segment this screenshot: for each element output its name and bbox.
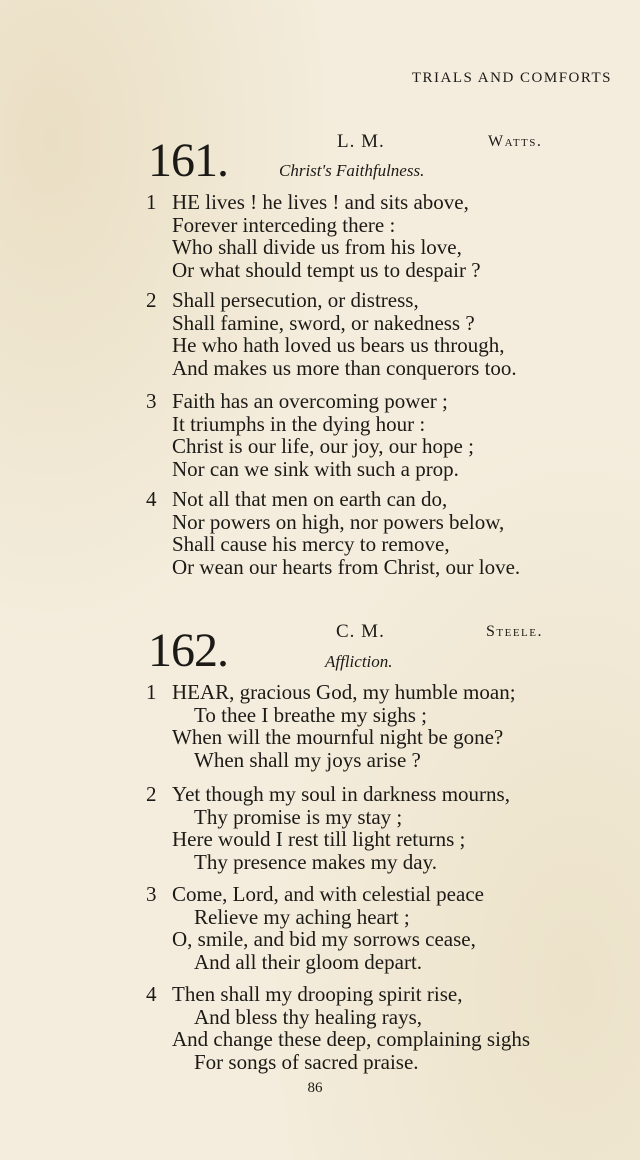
- verse-line: O, smile, and bid my sorrows cease,: [172, 927, 476, 952]
- verse-line: HEAR, gracious God, my humble moan;: [172, 680, 516, 704]
- verse-line: Come, Lord, and with celestial peace: [172, 882, 484, 906]
- verse-line: To thee I breathe my sighs ;: [194, 702, 427, 727]
- verse-line: It triumphs in the dying hour :: [172, 411, 426, 436]
- stanza-number: 3: [146, 389, 157, 413]
- hymn-title: Affliction.: [325, 652, 393, 671]
- hymn-author: Steele.: [486, 623, 543, 640]
- verse-line: And change these deep, complaining sighs: [172, 1027, 531, 1052]
- verse-line: Christ is our life, our joy, our hope ;: [172, 434, 474, 459]
- verse-line: Here would I rest till light returns ;: [172, 827, 466, 852]
- stanza: [146, 783, 616, 874]
- verse-line: Faith has an overcoming power ;: [172, 389, 448, 413]
- stanza: [146, 390, 616, 481]
- hymn-title: Christ's Faithfulness.: [279, 161, 425, 180]
- stanza: [146, 681, 616, 772]
- verse-line: When will the mournful night be gone?: [172, 725, 504, 750]
- page-number: 86: [307, 1080, 323, 1096]
- stanza-number: 3: [146, 882, 157, 906]
- stanza: [146, 191, 616, 282]
- verse-line: Yet though my soul in darkness mourns,: [172, 782, 510, 806]
- verse-line: Not all that men on earth can do,: [172, 487, 448, 511]
- stanza-number: 4: [146, 487, 157, 511]
- verse-line: Forever interceding there :: [172, 212, 396, 237]
- verse-line: And bless thy healing rays,: [194, 1004, 423, 1029]
- verse-line: Relieve my aching heart ;: [194, 904, 410, 929]
- verse-line: For songs of sacred praise.: [194, 1050, 419, 1075]
- stanza: [146, 883, 616, 974]
- hymn-meter: C. M.: [336, 621, 385, 642]
- verse-line: And makes us more than conquerors too.: [172, 356, 517, 381]
- verse-line: Who shall divide us from his love,: [172, 235, 462, 260]
- stanza-number: 2: [146, 288, 157, 312]
- verse-line: Or what should tempt us to despair ?: [172, 258, 481, 283]
- verse-line: Then shall my drooping spirit rise,: [172, 982, 463, 1006]
- verse-line: Shall cause his mercy to remove,: [172, 532, 450, 557]
- hymn-meter: L. M.: [337, 131, 385, 152]
- running-head: TRIALS AND COMFORTS: [411, 70, 612, 86]
- hymn-number: 161.: [148, 134, 228, 187]
- verse-line: And all their gloom depart.: [194, 950, 423, 975]
- verse-line: He who hath loved us bears us through,: [172, 333, 505, 358]
- stanza: [146, 488, 616, 579]
- verse-line: Nor can we sink with such a prop.: [172, 457, 459, 482]
- verse-line: Shall famine, sword, or nakedness ?: [172, 310, 475, 335]
- verse-line: HE lives ! he lives ! and sits above,: [172, 190, 469, 214]
- verse-line: Thy presence makes my day.: [194, 850, 437, 875]
- stanza-number: 1: [146, 680, 157, 704]
- verse-line: Or wean our hearts from Christ, our love.: [172, 555, 521, 580]
- stanza: [146, 289, 616, 380]
- stanza-number: 4: [146, 982, 157, 1006]
- verse-line: When shall my joys arise ?: [194, 748, 421, 773]
- hymn-number: 162.: [148, 624, 228, 677]
- stanza-number: 2: [146, 782, 157, 806]
- stanza-number: 1: [146, 190, 157, 214]
- verse-line: Thy promise is my stay ;: [194, 804, 403, 829]
- stanza: [146, 983, 616, 1074]
- hymn-author: Watts.: [488, 133, 543, 150]
- verse-line: Nor powers on high, nor powers below,: [172, 509, 505, 534]
- verse-line: Shall persecution, or distress,: [172, 288, 419, 312]
